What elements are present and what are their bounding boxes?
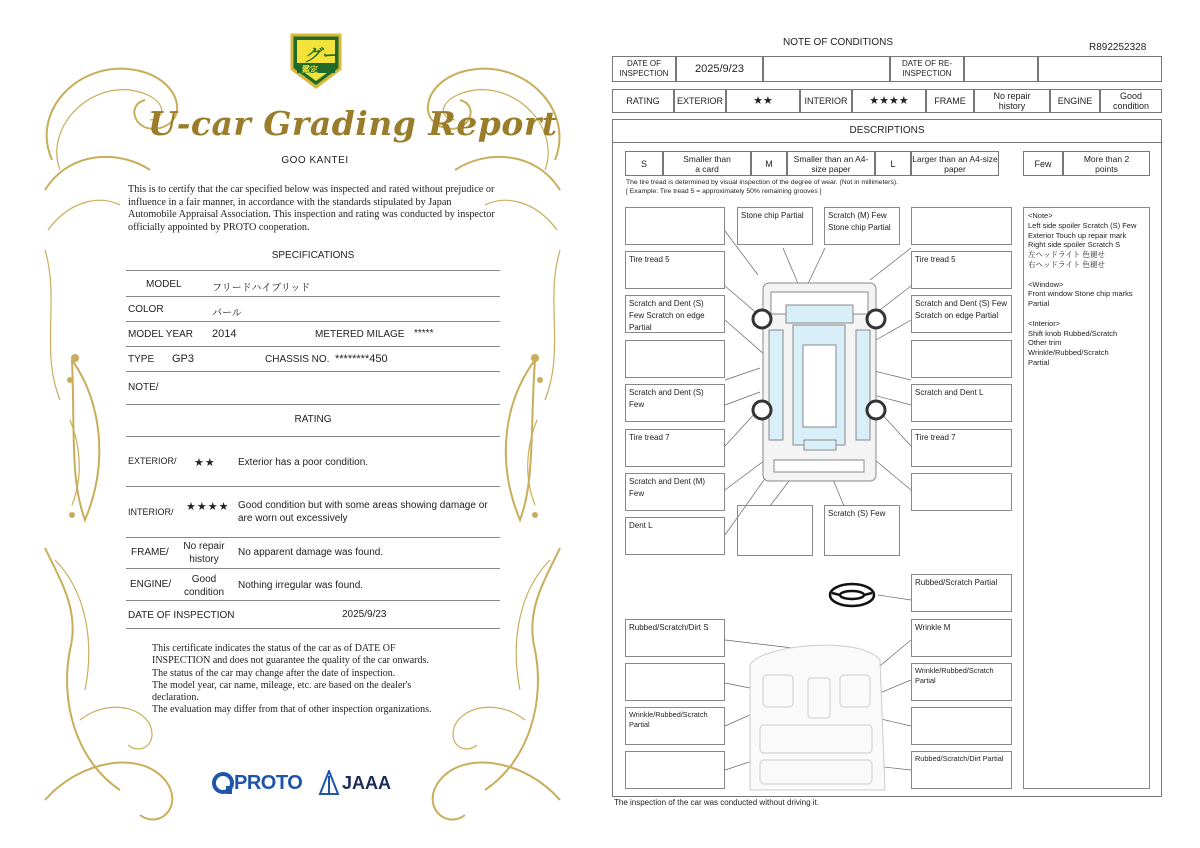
notes-column [1023, 207, 1150, 789]
annotation-box-rear-mid: Scratch (S) Few [824, 505, 900, 556]
metered-mileage-label: METERED MILAGE [315, 329, 405, 340]
legend-few-text: More than 2 points [1063, 151, 1150, 176]
legend-m: M [751, 151, 787, 176]
annotation-box [737, 505, 813, 556]
interior-label: INTERIOR/ [128, 507, 174, 517]
note-of-conditions-sheet [600, 0, 1200, 848]
disclaimer-line: declaration. [152, 692, 199, 704]
disclaimer-line: The model year, car name, mileage, etc. are based on the dealer's [152, 679, 412, 691]
annotation-box [625, 663, 725, 701]
descriptions-heading: DESCRIPTIONS [612, 119, 1162, 143]
note-spacer [1028, 309, 1145, 319]
annotation-box-right-front-side: Scratch and Dent (S) Few Scratch on edge Partial [911, 295, 1012, 333]
annotation-box [911, 340, 1012, 378]
annotation-box-left-front-side: Scratch and Dent (S) Few Scratch on edge Partial [625, 295, 725, 333]
exterior-label: EXTERIOR/ [128, 456, 177, 466]
annotation-box-left-mid: Scratch and Dent (S) Few [625, 384, 725, 422]
divider [126, 436, 500, 437]
annotation-box-right-rear-tire: Tire tread 7 [911, 429, 1012, 467]
logo-kantei: 鑑定 [302, 65, 318, 74]
engine-label: ENGINE [1050, 89, 1100, 113]
exterior-stars: ★★ [726, 89, 800, 113]
note-line: <Interior> [1028, 318, 1061, 328]
divider [126, 371, 500, 372]
annotation-box-steering: Rubbed/Scratch Partial [911, 574, 1012, 612]
annotation-box-top-left: Stone chip Partial [737, 207, 813, 245]
frame-label: FRAME/ [131, 547, 169, 558]
car-body-top-view [763, 283, 876, 481]
frame-value: No repair history [183, 541, 225, 565]
date-of-inspection-label: DATE OF INSPECTION [612, 56, 676, 82]
divider [126, 321, 500, 322]
certificate-title: U-car Grading Report [148, 104, 558, 143]
date-of-inspection-label: DATE OF INSPECTION [128, 610, 235, 621]
disclaimer-line: The evaluation may differ from that of other inspection organizations. [152, 704, 432, 716]
annotation-box-right-mid: Scratch and Dent L [911, 384, 1012, 422]
divider [126, 486, 500, 487]
divider [126, 568, 500, 569]
annotation-box [911, 207, 1012, 245]
note-line: Right side spoiler Scratch S [1028, 240, 1121, 250]
note-line: 右ヘッドライト 色褪せ [1028, 259, 1105, 269]
annotation-box [911, 707, 1012, 745]
note-line: Partial [1028, 299, 1050, 309]
rating-label: RATING [612, 89, 674, 113]
exterior-label: EXTERIOR [674, 89, 726, 113]
annotation-box [625, 751, 725, 789]
interior-stars: ★★★★ [186, 501, 230, 513]
interior-text: Good condition but with some areas showing damage or are worn out excessively [238, 500, 488, 524]
legend-s-text: Smaller than a card [663, 151, 751, 176]
divider [126, 600, 500, 601]
tire-example: [ Example: Tire tread 5 = approximately 50% remaining grooves ] [626, 188, 822, 195]
model-label: MODEL [146, 279, 182, 290]
annotation-box-interior-left-1: Rubbed/Scratch/Dirt S [625, 619, 725, 657]
annotation-box-left-rear-tire: Tire tread 7 [625, 429, 725, 467]
frame-text: No apparent damage was found. [238, 547, 384, 558]
certificate-disclaimer [152, 643, 482, 717]
note-line: Wrinkle/Rubbed/Scratch [1028, 348, 1109, 358]
frame-label: FRAME [926, 89, 974, 113]
frame-value: No repair history [974, 89, 1050, 113]
certificate-subtitle: GOO KANTEI [281, 155, 349, 166]
note-line: Left side spoiler Scratch (S) Few [1028, 220, 1137, 230]
divider [126, 346, 500, 347]
steering-wheel-icon [830, 584, 874, 606]
certificate-intro: This is to certify that the car specified below was inspected and rated without prejudice or influence in a fair manner, in accordance with the standards stipulated by Japan Automobile Appraisal Association. This inspection and rating was conducted by inspector officially appointed by PROTO cooperation. [128, 184, 495, 233]
proto-logo-text: PROTO [234, 772, 303, 794]
chassis-value: ********450 [335, 353, 388, 365]
disclaimer-line: This certificate indicates the status of the car as of DATE OF [152, 643, 396, 654]
type-label: TYPE [128, 354, 155, 365]
note-line: <Window> [1028, 279, 1064, 289]
annotation-box-interior-right-4: Rubbed/Scratch/Dirt Partial [911, 751, 1012, 789]
note-line: Front window Stone chip marks [1028, 289, 1133, 299]
divider [126, 537, 500, 538]
jaaa-logo-text: JAAA [342, 773, 392, 793]
annotation-box-left-front-tire: Tire tread 5 [625, 251, 725, 289]
type-value: GP3 [172, 353, 195, 365]
legend-few: Few [1023, 151, 1063, 176]
jaaa-logo-icon [318, 770, 340, 796]
logo-mark: グー [304, 46, 338, 65]
legend-l-text: Larger than an A4-size paper [911, 151, 999, 176]
disclaimer-line: The status of the car may change after the date of inspection. [152, 667, 396, 679]
exterior-text: Exterior has a poor condition. [238, 457, 369, 468]
exterior-stars: ★★ [194, 457, 216, 469]
legend-l: L [875, 151, 911, 176]
divider [126, 296, 500, 297]
divider [126, 404, 500, 405]
note-line: Shift knob Rubbed/Scratch [1028, 328, 1118, 338]
note-label: NOTE/ [128, 382, 159, 393]
proto-logo-icon [212, 772, 234, 796]
chassis-label: CHASSIS NO. [265, 354, 330, 365]
note-line: Partial [1028, 357, 1050, 367]
note-line: Exterior Touch up repair mark [1028, 230, 1127, 240]
annotation-box [911, 473, 1012, 511]
annotation-box-right-front-tire: Tire tread 5 [911, 251, 1012, 289]
date-of-inspection-value: 2025/9/23 [676, 56, 763, 82]
model-year-label: MODEL YEAR [128, 329, 194, 340]
legend-s: S [625, 151, 663, 176]
date-of-reinspection-label: DATE OF RE-INSPECTION [890, 56, 964, 82]
specifications-heading: SPECIFICATIONS [271, 250, 355, 261]
engine-text: Nothing irregular was found. [238, 580, 364, 591]
engine-value: Good condition [1100, 89, 1162, 113]
engine-value: Good condition [183, 574, 225, 598]
annotation-box-left-rear: Scratch and Dent (M) Few [625, 473, 725, 511]
goo-kantei-logo [288, 31, 344, 89]
sheet-title: NOTE OF CONDITIONS [783, 37, 893, 48]
tire-note: The tire tread is determined by visual inspection of the degree of wear. (Not in millimeters). [626, 179, 898, 186]
annotation-box-interior-left-3: Wrinkle/Rubbed/Scratch Partial [625, 707, 725, 745]
divider [126, 270, 500, 271]
disclaimer-line: INSPECTION and does not guarantee the quality of the car onwards. [152, 655, 429, 667]
color-label: COLOR [128, 304, 164, 315]
annotation-box-top-right: Scratch (M) Few Stone chip Partial [824, 207, 900, 245]
sheet-reference: R892252328 [1089, 42, 1147, 53]
sheet-footer: The inspection of the car was conducted without driving it. [614, 798, 819, 807]
note-line: 左ヘッドライト 色褪せ [1028, 250, 1105, 260]
divider [126, 628, 500, 629]
color-value: パール [212, 308, 242, 319]
annotation-box-interior-right-1: Wrinkle M [911, 619, 1012, 657]
engine-label: ENGINE/ [130, 579, 172, 590]
note-line: <Note> [1028, 211, 1053, 220]
annotation-box-interior-right-2: Wrinkle/Rubbed/Scratch Partial [911, 663, 1012, 701]
annotation-box [625, 207, 725, 245]
model-year-value: 2014 [212, 328, 237, 340]
date-of-inspection-value: 2025/9/23 [342, 609, 387, 620]
annotation-box-dent: Dent L [625, 517, 725, 555]
legend-m-text: Smaller than an A4-size paper [787, 151, 875, 176]
interior-stars: ★★★★ [852, 89, 926, 113]
interior-label: INTERIOR [800, 89, 852, 113]
annotation-box [625, 340, 725, 378]
rating-heading: RATING [294, 414, 332, 425]
car-interior-view [750, 645, 885, 790]
note-line: Other trim [1028, 338, 1062, 348]
note-spacer [1028, 270, 1145, 280]
metered-mileage-value: ***** [414, 328, 434, 339]
model-value: フリードハイブリッド [212, 283, 311, 294]
